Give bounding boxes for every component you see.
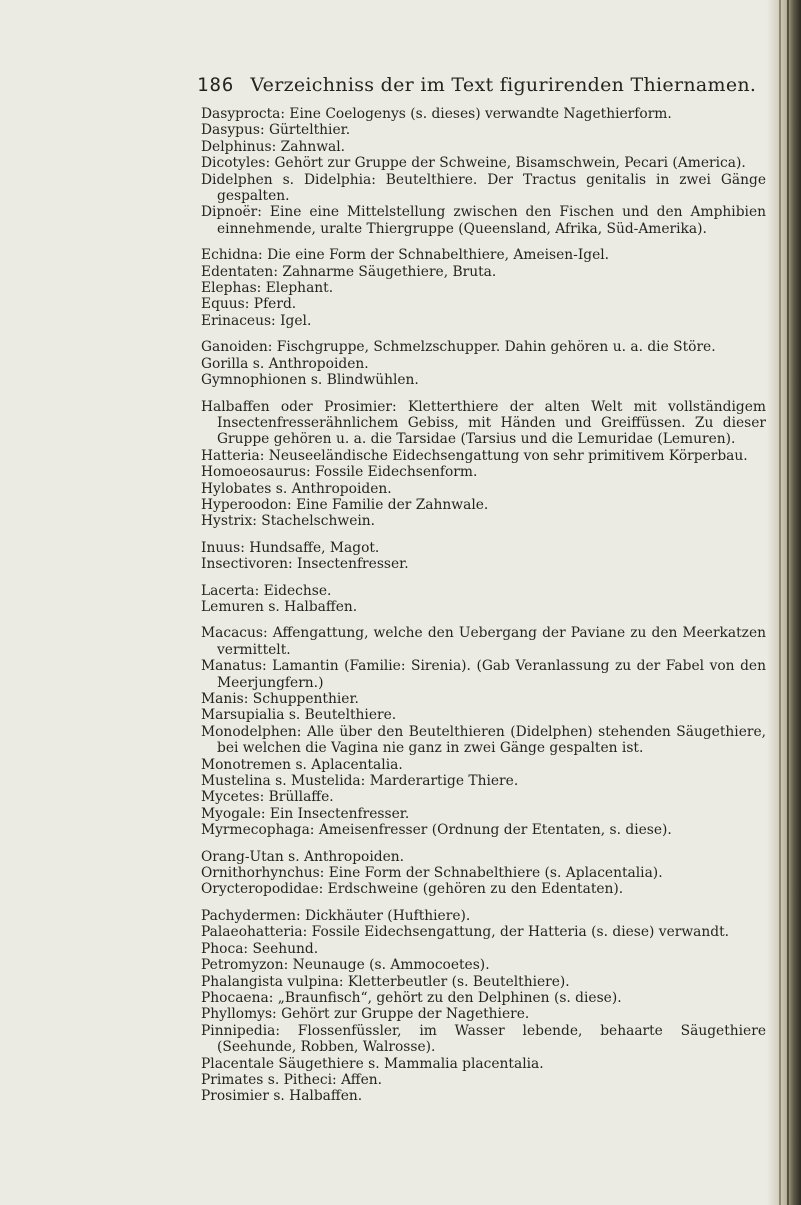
glossary-entry: Marsupialia s. Beutelthiere. xyxy=(201,707,397,724)
glossary-entry: Insectivoren: Insectenfresser. xyxy=(201,556,409,573)
glossary-entry: Didelphen s. Didelphia: Beutelthiere. Der Tractus genitalis in zwei Gänge gespalten. xyxy=(201,171,766,205)
glossary-entry: Dasypus: Gürtelthier. xyxy=(201,122,351,139)
glossary-entry: Prosimier s. Halbaffen. xyxy=(201,1088,363,1105)
entry-group xyxy=(201,625,766,838)
glossary-entry: Delphinus: Zahnwal. xyxy=(201,138,346,155)
glossary-entry: Manatus: Lamantin (Familie: Sirenia). (Gab Veranlassung zu der Fabel von den Meerjungfern.) xyxy=(201,658,766,691)
group-spacer xyxy=(201,839,766,849)
glossary-entry: Edentaten: Zahnarme Säugethiere, Bruta. xyxy=(201,263,497,280)
glossary-entry: Orang-Utan s. Anthropoiden. xyxy=(201,848,405,865)
glossary-entry: Dasyprocta: Eine Coelogenys (s. dieses) verwandte Nagethierform. xyxy=(201,106,672,122)
entry-group xyxy=(201,540,766,573)
glossary-entry: Gymnophionen s. Blindwühlen. xyxy=(201,372,419,389)
page-number: 186 xyxy=(197,74,235,96)
group-spacer xyxy=(201,329,766,339)
glossary-entry: Echidna: Die eine Form der Schnabelthiere, Ameisen-Igel. xyxy=(201,247,610,264)
glossary-entry: Monotremen s. Aplacentalia. xyxy=(201,756,403,773)
glossary-entry: Hylobates s. Anthropoiden. xyxy=(201,480,392,497)
entry-group xyxy=(201,849,766,898)
glossary-entry: Inuus: Hundsaffe, Magot. xyxy=(201,539,380,556)
entry-group xyxy=(201,399,766,530)
glossary-entry: Hatteria: Neuseeländische Eidechsengattung von sehr primitivem Körperbau. xyxy=(201,447,748,464)
glossary-entry: Homoeosaurus: Fossile Eidechsenform. xyxy=(201,464,478,481)
glossary-entry: Pinnipedia: Flossenfüssler, im Wasser lebende, behaarte Säugethiere (Seehunde, Robben, Walrosse). xyxy=(201,1022,766,1056)
glossary-entry: Ganoiden: Fischgruppe, Schmelzschupper. Dahin gehören u. a. die Störe. xyxy=(201,339,716,356)
glossary-entry: Monodelphen: Alle über den Beutelthieren (Didelphen) stehenden Säugethiere, bei welchen die Vagina nie ganz in zwei Gänge gespalten ist. xyxy=(201,723,766,757)
entry-group xyxy=(201,106,766,237)
glossary-entry: Pachydermen: Dickhäuter (Hufthiere). xyxy=(201,907,471,924)
group-spacer xyxy=(201,898,766,908)
glossary-entry: Petromyzon: Neunauge (s. Ammocoetes). xyxy=(201,957,490,974)
glossary-entry: Placentale Säugethiere s. Mammalia placentalia. xyxy=(201,1055,544,1072)
glossary-entry: Equus: Pferd. xyxy=(201,296,297,313)
glossary-entry: Gorilla s. Anthropoiden. xyxy=(201,355,369,372)
glossary-entry: Orycteropodidae: Erdschweine (gehören zu den Edentaten). xyxy=(201,881,624,898)
glossary-entry: Ornithorhynchus: Eine Form der Schnabelthiere (s. Aplacentalia). xyxy=(201,865,663,882)
spine-line xyxy=(787,0,789,1205)
glossary-entry: Hystrix: Stachelschwein. xyxy=(201,513,376,530)
glossary-entry: Phyllomys: Gehört zur Gruppe der Nagethiere. xyxy=(201,1006,530,1023)
glossary-entry: Elephas: Elephant. xyxy=(201,280,334,297)
glossary-entry: Palaeohatteria: Fossile Eidechsengattung, der Hatteria (s. diese) verwandt. xyxy=(201,924,730,941)
glossary-entry: Hyperoodon: Eine Familie der Zahnwale. xyxy=(201,496,489,513)
glossary-entry: Dipnoër: Eine eine Mittelstellung zwischen den Fischen und den Amphibien einnehmende, uralte Thiergruppe (Queensland, Afrika, Süd-Amerika). xyxy=(201,204,766,237)
running-title: Verzeichniss der im Text figurirenden Thiernamen. xyxy=(250,74,757,96)
entry-group xyxy=(201,247,766,329)
group-spacer xyxy=(201,530,766,540)
glossary-entry: Mustelina s. Mustelida: Marderartige Thiere. xyxy=(201,773,519,790)
glossary-entry: Phoca: Seehund. xyxy=(201,940,319,957)
glossary-entry: Erinaceus: Igel. xyxy=(201,312,312,329)
glossary-entry: Macacus: Affengattung, welche den Uebergang der Paviane zu den Meerkatzen vermittelt. xyxy=(201,625,766,658)
glossary-entry: Lacerta: Eidechse. xyxy=(201,582,332,599)
entry-group xyxy=(201,908,766,1105)
glossary-entry: Lemuren s. Halbaffen. xyxy=(201,598,358,615)
entry-group xyxy=(201,583,766,616)
entry-group xyxy=(201,339,766,388)
page-header xyxy=(197,74,756,96)
glossary-entry: Phalangista vulpina: Kletterbeutler (s. Beutelthiere). xyxy=(201,973,570,990)
spine-line xyxy=(779,0,781,1205)
glossary-entry: Primates s. Pitheci: Affen. xyxy=(201,1071,383,1088)
book-spine-edge xyxy=(767,0,801,1205)
glossary-entry: Mycetes: Brüllaffe. xyxy=(201,789,334,806)
group-spacer xyxy=(201,573,766,583)
group-spacer xyxy=(201,615,766,625)
glossary-entry: Dicotyles: Gehört zur Gruppe der Schweine, Bisamschwein, Pecari (America). xyxy=(201,155,746,172)
glossary-entry: Myrmecophaga: Ameisenfresser (Ordnung der Etentaten, s. diese). xyxy=(201,822,672,839)
entry-list xyxy=(201,106,766,1105)
glossary-entry: Myogale: Ein Insectenfresser. xyxy=(201,805,410,822)
glossary-entry: Phocaena: „Braunfisch“, gehört zu den Delphinen (s. diese). xyxy=(201,989,622,1006)
group-spacer xyxy=(201,237,766,247)
group-spacer xyxy=(201,389,766,399)
glossary-entry: Halbaffen oder Prosimier: Kletterthiere der alten Welt mit vollständigem Insectenfresserähnlichem Gebiss, mit Händen und Greiffüssen. Zu dieser Gruppe gehören u. a. die Tarsidae (Tarsius und die Lemuridae (Lemuren). xyxy=(201,398,766,448)
glossary-entry: Manis: Schuppenthier. xyxy=(201,691,359,707)
